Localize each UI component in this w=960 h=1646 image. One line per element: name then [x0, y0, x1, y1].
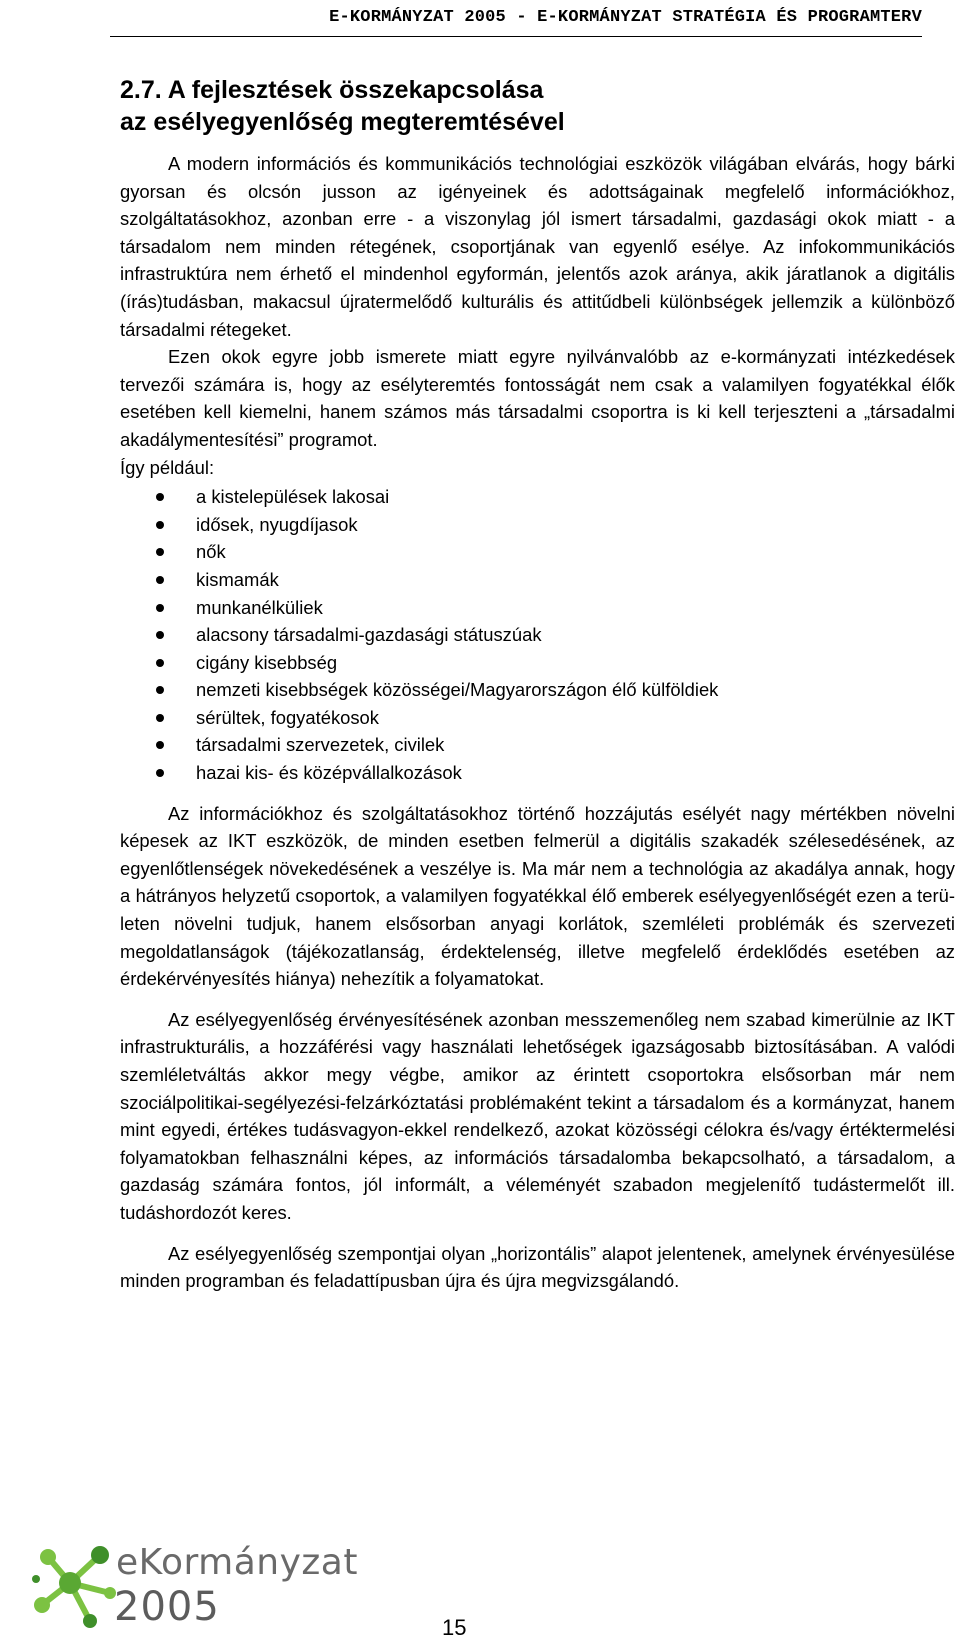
group-list [120, 483, 955, 787]
bullet-icon [156, 493, 164, 501]
bullet-icon [156, 631, 164, 639]
body-text [120, 150, 955, 1295]
list-item: társadalmi szervezetek, civilek [120, 731, 955, 759]
list-item: nők [120, 538, 955, 566]
ekormanyzat-logo [28, 1535, 358, 1635]
list-intro: Így például: [120, 456, 215, 478]
paragraph-1: A modern információs és kommunikációs technológiai eszközök világában elvárás, hogy bárki gyorsan és olcsón jusson az igényeinek és adottságainak megfelelő információkhoz, szolgáltatásokhoz, azonban erre - a viszonylag jól ismert társadalmi, gazdasági okok miatt - a társadalom nem minden rétegének, csoportjának van egyenlő esélye. Az infokommunikációs infrastruktúra nem érhető el mindenhol egyformán, jelentős azok aránya, akik járatlanok a digitális (írás)tudásban, makacsul újratermelődő kulturális és attitűdbeli különbségek jellemzik a különböző társadalmi rétegeket. [120, 153, 955, 340]
running-header [110, 6, 922, 37]
bullet-icon [156, 604, 164, 612]
bullet-icon [156, 714, 164, 722]
list-item: a kistelepülések lakosai [120, 483, 955, 511]
list-item: idősek, nyugdíjasok [120, 511, 955, 539]
list-item: cigány kisebbség [120, 649, 955, 677]
paragraph-3: Az információkhoz és szolgáltatásokhoz történő hozzájutás esélyét nagy mértékben növelni képesek az IKT eszközök, de minden esetben felmerül a digitális szakadék szélesedésének, az egyenlőtlenségek növekedésének a veszélye is. Ma már nem a technológia az akadálya annak, hogy a hátrányos helyzetű csoportok, a valamilyen fogyatékkal élő emberek esélyegyenlőségét ezen a területen növelni tudjuk, hanem elsősorban anyagi korlátok, szemléleti problémák és szervezeti megoldatlanságok (tájékozatlanság, érdektelenség, illetve megfelelő érdeklődés esetében az érdekérvényesítés hiánya) nehezítik a folyamatokat. [120, 802, 955, 990]
list-item: hazai kis- és középvállalkozások [120, 759, 955, 787]
list-item: sérültek, fogyatékosok [120, 704, 955, 732]
logo-figure-icon [28, 1535, 128, 1635]
logo-year: 2005 [114, 1584, 220, 1630]
paragraph-4: Az esélyegyenlőség érvényesítésének azonban messzemenőleg nem szabad kimerülnie az IKT infrastrukturális, a hozzáférési vagy használati lehetőségek igazságosabb biztosításában. A valódi szemléletváltás akkor megy végbe, amikor az érintett csoportokra elsősorban már nem szociálpolitikai-segélyezési-felzárkóztatási problémaként tekint a társadalom és a kormányzat, hanem mint egyedi, értékes tudásvagyon-ekkel rendelkező, azokat közösségi célokra és/vagy értéktermelési folyamatokban felhasználni képes, az információs társadalomba bekapcsolható, a társadalom, a gazdaság számára fontos, jól informált, a véleményét szabadon megjelenítő tudástermelőt ill. tudáshordozót keres. [120, 1008, 955, 1223]
paragraph-2: Ezen okok egyre jobb ismerete miatt egyre nyilvánvalóbb az e-kormányzati intézkedések tervezői számára is, hogy az esélyteremtés fontosságát nem csak a valamilyen fogyatékkal élők esetében kell kiemelni, hanem számos más társadalmi csoportra is ki kell terjeszteni a „társadalmi akadálymentesítési” programot. [120, 346, 955, 450]
list-item: munkanélküliek [120, 594, 955, 622]
bullet-icon [156, 769, 164, 777]
section-title-line-2: az esélyegyenlőség megteremtésével [120, 108, 565, 136]
bullet-icon [156, 686, 164, 694]
section-title-line-1: 2.7. A fejlesztések összekapcsolása [120, 76, 544, 104]
list-item: alacsony társadalmi-gazdasági státuszúak [120, 621, 955, 649]
bullet-icon [156, 548, 164, 556]
list-item: kismamák [120, 566, 955, 594]
paragraph-5: Az esélyegyenlőség szempontjai olyan „horizontális” alapot jelentenek, amelynek érvényesülése minden programban és feladattípusban újra és újra megvizsgálandó. [120, 1242, 955, 1292]
bullet-icon [156, 521, 164, 529]
running-title: E-KORMÁNYZAT 2005 - E-KORMÁNYZAT STRATÉGIA ÉS PROGRAMTERV [329, 8, 922, 27]
bullet-icon [156, 741, 164, 749]
section-title [120, 74, 920, 138]
logo-wordmark: eKormányzat [116, 1542, 358, 1583]
bullet-icon [156, 659, 164, 667]
page-number: 15 [442, 1615, 467, 1640]
bullet-icon [156, 576, 164, 584]
list-item: nemzeti kisebbségek közösségei/Magyarországon élő külföldiek [120, 676, 955, 704]
